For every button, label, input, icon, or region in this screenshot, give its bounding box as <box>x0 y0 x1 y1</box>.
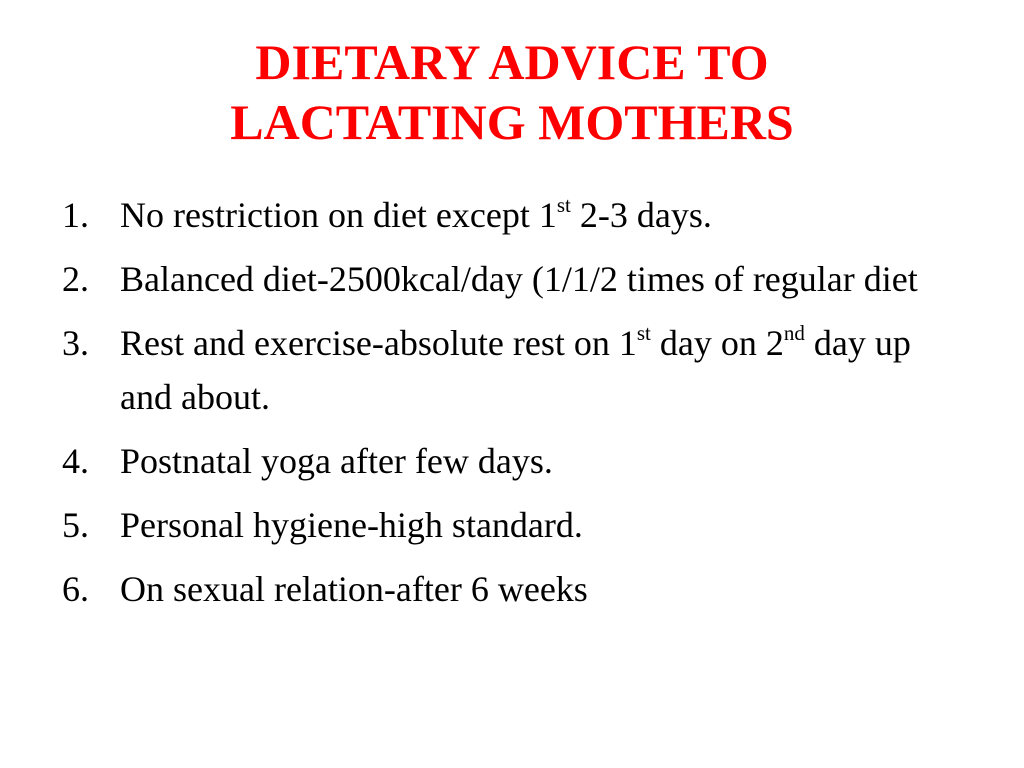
item-text: On sexual relation-after 6 weeks <box>120 569 588 609</box>
item-number: 2. <box>62 259 89 299</box>
list-item <box>62 562 962 616</box>
item-text: Rest and exercise-absolute rest on 1 <box>120 323 637 363</box>
title-line-2: LACTATING MOTHERS <box>230 94 794 150</box>
list-item <box>62 188 962 242</box>
superscript: st <box>636 321 651 345</box>
list-item <box>62 316 962 424</box>
item-text: Postnatal yoga after few days. <box>120 441 553 481</box>
title-line-1: DIETARY ADVICE TO <box>255 34 769 90</box>
item-text-continued: day up and about. <box>120 323 911 417</box>
superscript: nd <box>783 321 805 345</box>
item-number: 4. <box>62 441 89 481</box>
item-number: 6. <box>62 569 89 609</box>
item-number: 5. <box>62 505 89 545</box>
slide-title <box>0 32 1024 152</box>
list-item <box>62 498 962 552</box>
item-text-continued: day on 2 <box>650 323 784 363</box>
item-text: Balanced diet-2500kcal/day (1/1/2 times of regular diet <box>120 259 918 299</box>
item-text: Personal hygiene-high standard. <box>120 505 583 545</box>
advice-list <box>62 188 962 626</box>
item-text: No restriction on diet except 1 <box>120 195 557 235</box>
list-item <box>62 252 962 306</box>
item-text-continued: 2-3 days. <box>570 195 712 235</box>
list-item <box>62 434 962 488</box>
item-number: 1. <box>62 195 89 235</box>
item-number: 3. <box>62 323 89 363</box>
superscript: st <box>556 193 571 217</box>
